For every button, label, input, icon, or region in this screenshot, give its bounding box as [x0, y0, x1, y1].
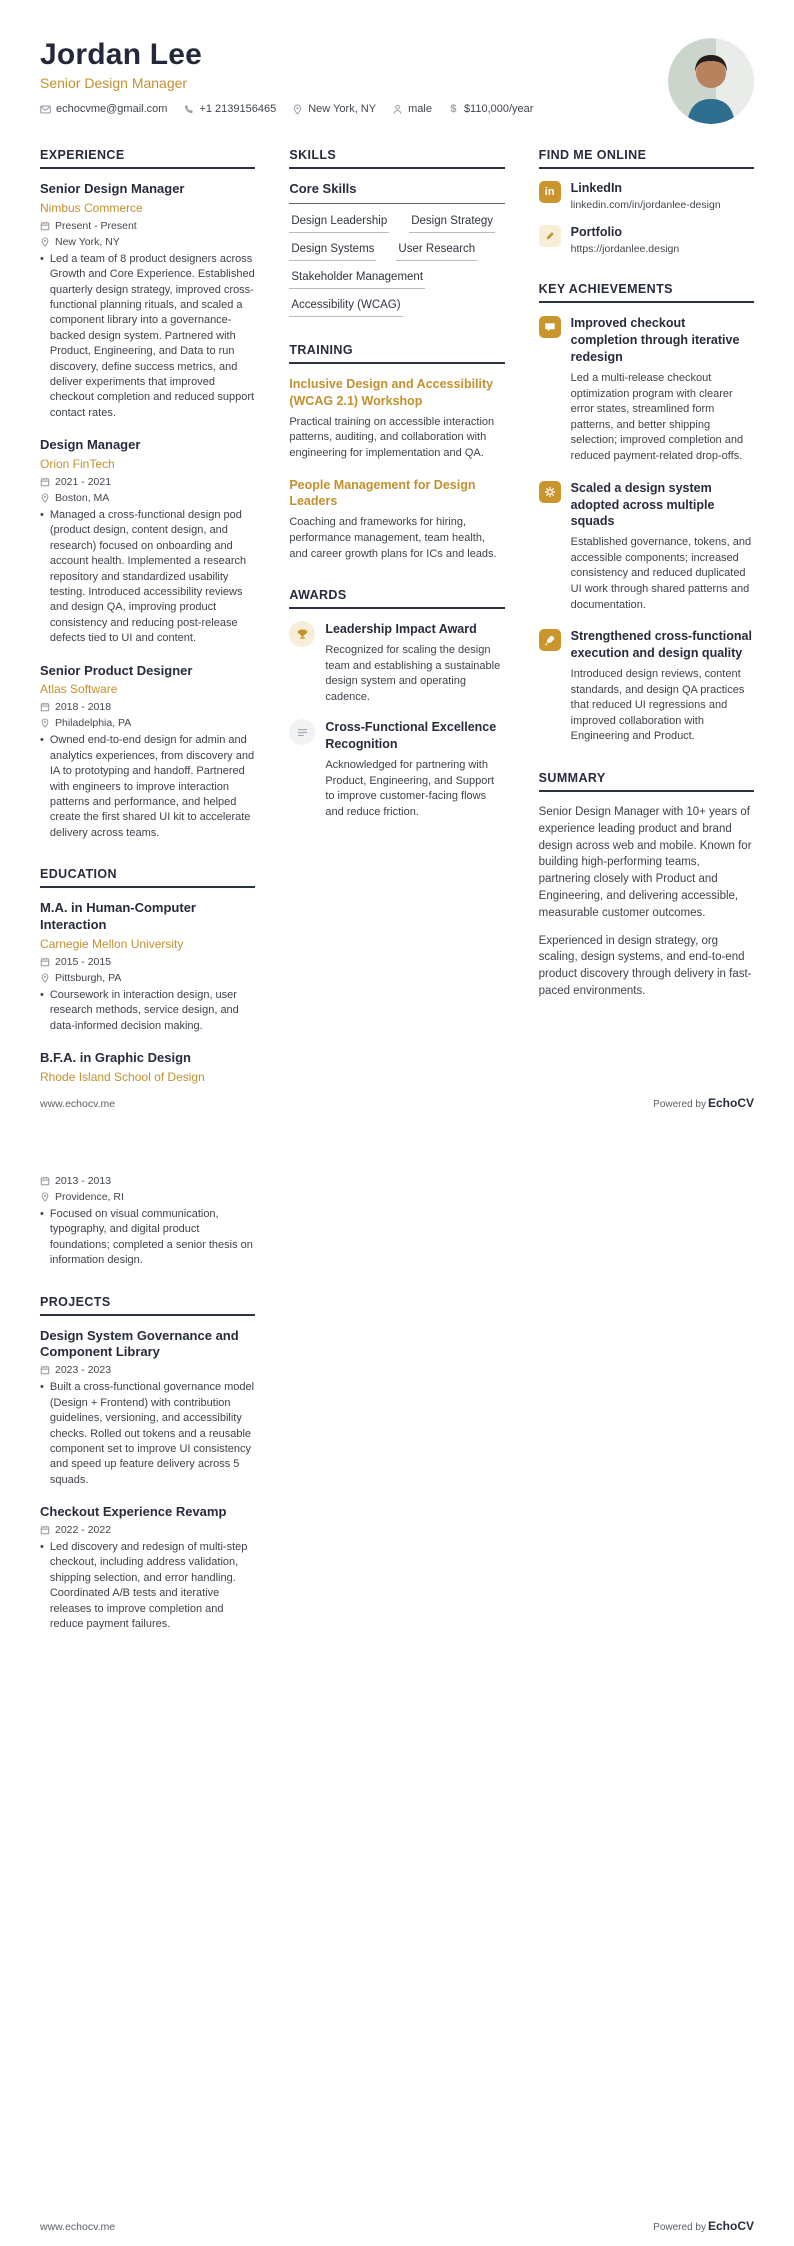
- awards-heading: AWARDS: [289, 588, 504, 609]
- calendar-icon: [40, 957, 50, 967]
- job-dates: 2021 - 2021: [40, 476, 255, 488]
- job-dates: Present - Present: [40, 220, 255, 232]
- award-entry: [289, 621, 504, 705]
- linkedin-icon: in: [539, 181, 561, 203]
- page-2: [0, 1123, 794, 2246]
- online-profile: [539, 225, 754, 256]
- trophy-icon: [289, 621, 315, 647]
- training-heading: TRAINING: [289, 343, 504, 364]
- achievement-title: Strengthened cross-functional execution and design quality: [570, 629, 752, 661]
- person-name: Jordan Lee: [40, 38, 203, 71]
- education-location: Providence, RI: [40, 1191, 255, 1203]
- education-heading: EDUCATION: [40, 867, 255, 888]
- award-entry: [289, 719, 504, 820]
- brand-logo: EchoCV: [707, 1096, 754, 1110]
- bullet-item: • Focused on visual communication, typography, and digital product foundations; completed a senior thesis on information design.: [40, 1207, 255, 1269]
- job-company: Atlas Software: [40, 682, 118, 697]
- training-entry: [289, 477, 504, 563]
- calendar-icon: [40, 702, 50, 712]
- training-entry: [289, 376, 504, 462]
- key-achievements-heading: KEY ACHIEVEMENTS: [539, 282, 754, 303]
- brand-logo: EchoCV: [707, 2219, 754, 2233]
- education-entry: [40, 900, 255, 1034]
- section-education: [40, 867, 255, 1084]
- calendar-icon: [40, 1365, 50, 1375]
- education-dates: 2015 - 2015: [40, 956, 255, 968]
- achievement-title: Improved checkout completion through iterative redesign: [570, 316, 740, 365]
- school-name: Carnegie Mellon University: [40, 937, 184, 951]
- award-description: Acknowledged for partnering with Product, Engineering, and Support to improve customer-facing flows and reduce friction.: [325, 759, 495, 819]
- left-column: [40, 148, 255, 1110]
- gear-icon: [539, 481, 561, 503]
- achievement-description: Led a multi-release checkout optimization program with clearer error states, streamlined form patterns, and better shipping selection; improved completion and reduced payment-related drop-offs.: [570, 371, 744, 463]
- experience-entry: [40, 663, 255, 842]
- person-icon: [392, 104, 403, 115]
- achievement-description: Introduced design reviews, content standards, and design QA practices that reduced UI regressions and improved collaboration with Engineering and Product.: [570, 668, 745, 743]
- page1-footer: [40, 1096, 754, 1110]
- bullet-item: • Led discovery and redesign of multi-step checkout, including address validation, shipping selection, and error handling. Coordinated A/B tests and iterative releases to improve completion and reduce payment failures.: [40, 1540, 255, 1632]
- award-title: Cross-Functional Excellence Recognition: [325, 720, 497, 752]
- training-description: Practical training on accessible interaction patterns, auditing, and collaboration with engineering for implementation and QA.: [289, 415, 495, 459]
- salary-icon: $: [450, 103, 457, 115]
- project-entry: [40, 1504, 255, 1632]
- projects-heading: PROJECTS: [40, 1295, 255, 1316]
- pin-icon: [40, 493, 50, 503]
- education-location: Pittsburgh, PA: [40, 972, 255, 984]
- header-text: [40, 38, 533, 115]
- bullet-item: • Managed a cross-functional design pod (product design, content design, and research) focused on onboarding and account health. Implemented a research repository and standardized usability testing. Introduced accessibility reviews and design QA, improving product consistency and reducing post-release defects tied to UI and content.: [40, 508, 255, 647]
- location-icon: [292, 104, 303, 115]
- bullet-dot: •: [40, 1381, 44, 1394]
- achievement-entry: [539, 480, 754, 614]
- school-name: Rhode Island School of Design: [40, 1070, 205, 1085]
- degree-title: B.F.A. in Graphic Design: [40, 1050, 191, 1066]
- calendar-icon: [40, 1525, 50, 1535]
- training-description: Coaching and frameworks for hiring, performance management, team health, and career growth plans for ICs and leads.: [289, 516, 497, 560]
- skill-tag: Design Leadership: [289, 215, 389, 233]
- skill-tag: Design Strategy: [409, 215, 495, 233]
- job-company: Nimbus Commerce: [40, 200, 143, 215]
- training-title: Inclusive Design and Accessibility (WCAG 2.1) Workshop: [289, 377, 494, 408]
- contact-location: New York, NY: [292, 103, 376, 115]
- contact-row: [40, 103, 533, 115]
- page1-columns: [40, 148, 754, 1110]
- achievement-entry: [539, 628, 754, 745]
- speech-bubble-icon: [539, 316, 561, 338]
- page2-columns: [40, 1175, 754, 1658]
- bullet-dot: •: [40, 1208, 44, 1220]
- email-icon: [40, 104, 51, 115]
- pin-icon: [40, 973, 50, 983]
- project-entry: [40, 1328, 255, 1489]
- find-me-online-heading: FIND ME ONLINE: [539, 148, 754, 169]
- right-column-page2: [539, 1175, 754, 1658]
- project-title: Design System Governance and Component Library: [40, 1327, 239, 1360]
- middle-column-page2: [289, 1175, 504, 1658]
- bullet-item: • Owned end-to-end design for admin and analytics experiences, from discovery and IA to prototyping and handoff. Partnered with engineers to improve interaction patterns and performance, and helped create the first shared UI kit to accelerate delivery across teams.: [40, 733, 255, 841]
- award-title: Leadership Impact Award: [325, 622, 477, 637]
- phone-icon: [183, 104, 194, 115]
- bullet-item: • Led a team of 8 product designers across Growth and Core Experience. Established quarterly design strategy, improved cross-functional planning rituals, and scaled a component library into a governance-backed design system. Partnered with Product, Engineering, and Data to run discovery, define success metrics, and deliver experiments that improved checkout completion and reduced support contact rates.: [40, 252, 255, 421]
- job-location: Boston, MA: [40, 492, 255, 504]
- skill-tag: Accessibility (WCAG): [289, 299, 402, 317]
- section-projects: [40, 1295, 255, 1633]
- person-title: Senior Design Manager: [40, 75, 188, 91]
- contact-email: echocvme@gmail.com: [40, 103, 167, 115]
- cv-header: [40, 38, 754, 124]
- section-key-achievements: [539, 282, 754, 745]
- pin-icon: [40, 1192, 50, 1202]
- job-title: Senior Design Manager: [40, 181, 185, 196]
- achievement-description: Established governance, tokens, and accessible components; increased consistency and reduced duplicated UI work through shared patterns and documentation.: [570, 536, 752, 611]
- footer-website: www.echocv.me: [40, 2221, 116, 2233]
- section-experience: [40, 148, 255, 841]
- bullet-dot: •: [40, 509, 44, 522]
- footer-website: www.echocv.me: [40, 1098, 116, 1110]
- degree-title: M.A. in Human-Computer Interaction: [40, 900, 196, 933]
- summary-paragraph: Experienced in design strategy, org scaling, design systems, and end-to-end product discovery through delivery in fast-paced environments.: [538, 934, 752, 997]
- job-company: Orion FinTech: [40, 457, 115, 472]
- profile-photo: [668, 38, 754, 124]
- job-location: New York, NY: [40, 236, 255, 248]
- section-awards: [289, 588, 504, 821]
- skills-list: [289, 215, 504, 317]
- contact-salary: $ $110,000/year: [448, 103, 534, 115]
- middle-column: [289, 148, 504, 1110]
- job-title: Design Manager: [40, 437, 141, 453]
- pen-icon: [539, 225, 561, 247]
- calendar-icon: [40, 477, 50, 487]
- achievement-entry: [539, 315, 754, 464]
- online-link[interactable]: https://jordanlee.design: [570, 243, 680, 256]
- project-title: Checkout Experience Revamp: [40, 1504, 227, 1520]
- job-dates: 2018 - 2018: [40, 701, 255, 713]
- contact-phone: +1 2139156465: [183, 103, 276, 115]
- experience-entry: [40, 437, 255, 646]
- bullet-dot: •: [40, 734, 44, 747]
- training-title: People Management for Design Leaders: [289, 477, 476, 509]
- skill-group-title: Core Skills: [289, 181, 504, 204]
- bullet-dot: •: [40, 252, 44, 265]
- section-summary: [539, 771, 754, 1000]
- skills-heading: SKILLS: [289, 148, 504, 169]
- calendar-icon: [40, 221, 50, 231]
- online-label: LinkedIn: [570, 181, 623, 195]
- bullet-dot: •: [40, 1540, 44, 1553]
- achievement-title: Scaled a design system adopted across multiple squads: [570, 480, 715, 529]
- section-find-me-online: [539, 148, 754, 256]
- powered-by: Powered by EchoCV: [653, 2219, 754, 2233]
- online-profile: [539, 181, 754, 212]
- left-column-page2: [40, 1175, 255, 1658]
- rocket-icon: [539, 629, 561, 651]
- experience-entry: [40, 181, 255, 421]
- pin-icon: [40, 718, 50, 728]
- online-link[interactable]: linkedin.com/in/jordanlee-design: [570, 199, 721, 211]
- certificate-icon: [289, 719, 315, 745]
- skill-tag: Design Systems: [289, 243, 376, 261]
- skill-tag: User Research: [396, 243, 477, 261]
- bullet-dot: •: [40, 989, 44, 1001]
- education-dates: 2013 - 2013: [40, 1175, 255, 1187]
- bullet-item: • Coursework in interaction design, user research methods, service design, and data-informed decision making.: [40, 988, 255, 1034]
- summary-paragraph: Senior Design Manager with 10+ years of experience leading product and brand design across web and mobile. Known for building high-performing teams, partnering closely with Product and Engineering, and delivering accessible, measurable customer outcomes.: [538, 806, 752, 919]
- pin-icon: [40, 237, 50, 247]
- powered-by: Powered by EchoCV: [653, 1096, 754, 1110]
- skill-tag: Stakeholder Management: [289, 271, 425, 289]
- right-column: [539, 148, 754, 1110]
- online-label: Portfolio: [570, 225, 623, 240]
- bullet-item: • Built a cross-functional governance model (Design + Frontend) with contribution guidelines, versioning, and accessibility checks. Rolled out tokens and a reusable component set to improve UI consistency and speed up feature delivery across 5 squads.: [40, 1380, 255, 1488]
- contact-gender: male: [392, 103, 432, 115]
- page2-footer: [40, 2219, 754, 2233]
- award-description: Recognized for scaling the design team and establishing a sustainable design system and operating cadence.: [325, 644, 501, 703]
- section-training: [289, 343, 504, 562]
- education-entry-continued: [40, 1175, 255, 1269]
- section-skills: [289, 148, 504, 317]
- project-dates: 2022 - 2022: [40, 1524, 255, 1536]
- job-title: Senior Product Designer: [40, 662, 193, 678]
- job-location: Philadelphia, PA: [40, 717, 255, 729]
- experience-heading: EXPERIENCE: [40, 148, 255, 169]
- calendar-icon: [40, 1176, 50, 1186]
- summary-heading: SUMMARY: [539, 771, 754, 792]
- education-entry: [40, 1050, 255, 1084]
- project-dates: 2023 - 2023: [40, 1364, 255, 1376]
